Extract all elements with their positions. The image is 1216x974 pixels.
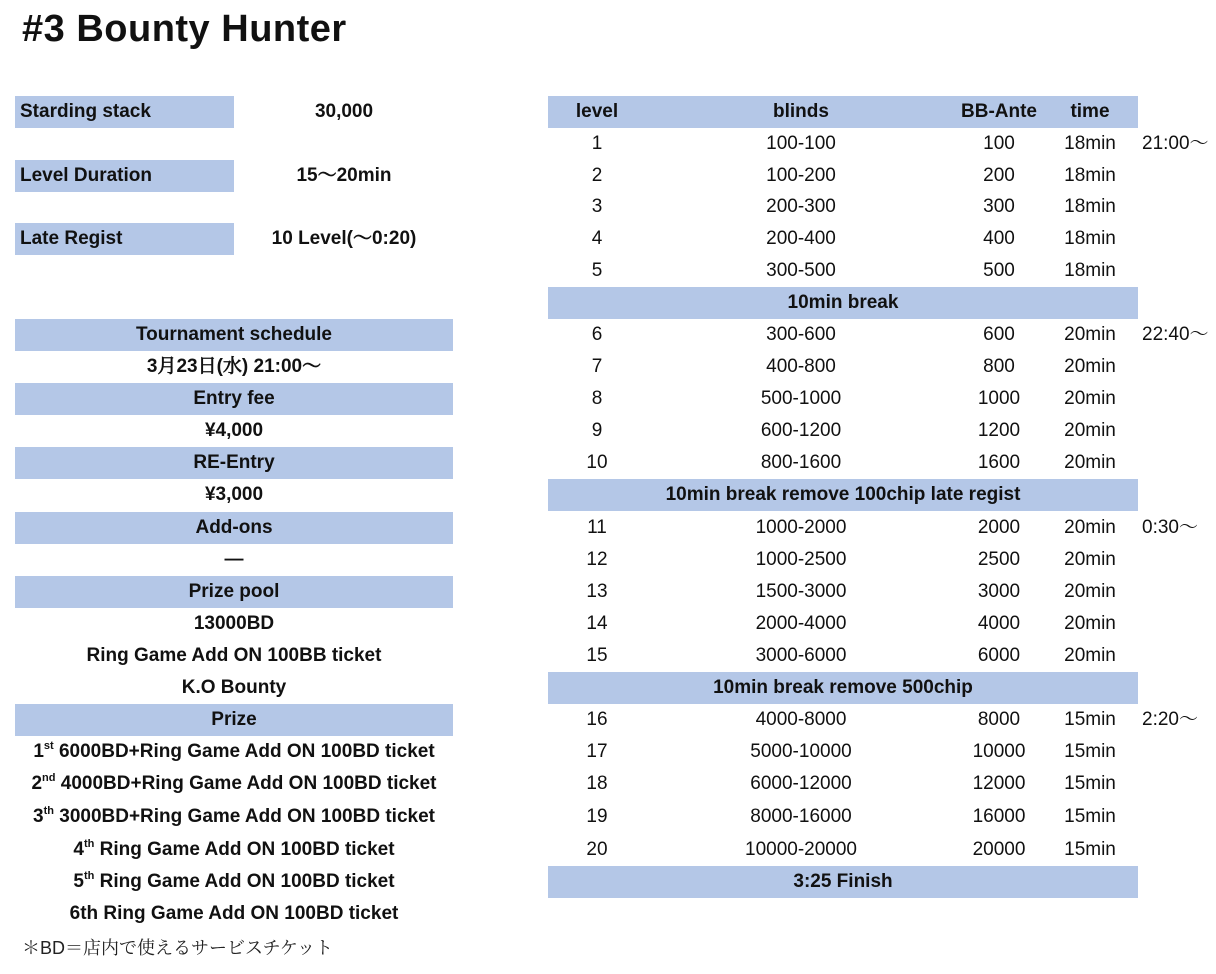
level-row: [548, 801, 1138, 833]
blinds-cell: 1000-2000: [755, 517, 847, 538]
level-cell: 10: [586, 452, 608, 473]
bb-ante-cell: 800: [983, 356, 1015, 377]
prize-row: [15, 866, 453, 898]
bb-ante-cell: 600: [983, 324, 1015, 345]
level-row: [548, 415, 1138, 447]
bb-ante-cell: 16000: [972, 806, 1026, 827]
blinds-cell: 3000-6000: [755, 645, 847, 666]
blinds-cell: 600-1200: [760, 420, 842, 441]
bb-ante-cell: 200: [983, 165, 1015, 186]
level-cell: 6: [591, 324, 603, 345]
time-cell: 20min: [1064, 581, 1116, 602]
prize-rank-suffix: th: [83, 870, 95, 882]
bb-ante-cell: 1600: [977, 452, 1021, 473]
time-cell: 18min: [1064, 260, 1116, 281]
prize-row: [15, 768, 453, 800]
level-cell: 15: [586, 645, 608, 666]
prize-rank-suffix: st: [43, 740, 54, 752]
bb-ante-cell: 1000: [977, 388, 1021, 409]
header-time: time: [1070, 101, 1110, 122]
prize-rank: 4: [73, 839, 84, 860]
level-cell: 19: [586, 806, 608, 827]
prize-text: Ring Game Add ON 100BD ticket: [94, 871, 395, 892]
addons-value: ―: [224, 549, 244, 570]
level-row: [548, 834, 1138, 866]
break-row: 10min break: [548, 287, 1138, 319]
blinds-cell: 8000-16000: [750, 806, 852, 827]
bb-ante-cell: 400: [983, 228, 1015, 249]
blinds-cell: 200-300: [766, 196, 836, 217]
blinds-cell: 300-500: [766, 260, 836, 281]
entry-fee-header: Entry fee: [15, 383, 453, 415]
bb-ante-cell: 20000: [972, 839, 1026, 860]
level-cell: 12: [586, 549, 608, 570]
time-cell: 18min: [1064, 165, 1116, 186]
level-row: [548, 128, 1138, 160]
level-row: [548, 447, 1138, 479]
time-cell: 15min: [1064, 839, 1116, 860]
bb-ante-cell: 500: [983, 260, 1015, 281]
level-cell: 20: [586, 839, 608, 860]
blinds-cell: 300-600: [766, 324, 836, 345]
level-row: [548, 768, 1138, 800]
time-cell: 18min: [1064, 133, 1116, 154]
level-cell: 9: [591, 420, 603, 441]
level-cell: 11: [587, 517, 607, 538]
prize-rank: 3: [33, 806, 44, 827]
level-cell: 2: [591, 165, 603, 186]
page-title: #3 Bounty Hunter: [22, 8, 347, 50]
level-row: [548, 223, 1138, 255]
level-cell: 13: [586, 581, 608, 602]
level-row: [548, 160, 1138, 192]
clock-time: 2:20～: [1142, 709, 1198, 730]
bb-ante-cell: 2000: [977, 517, 1021, 538]
bb-ante-cell: 2500: [977, 549, 1021, 570]
blinds-cell: 800-1600: [760, 452, 842, 473]
level-row: [548, 576, 1138, 608]
reentry-header: RE-Entry: [15, 447, 453, 479]
prize-rank: 2: [31, 773, 43, 794]
prize-row: [15, 898, 453, 930]
starting-stack-value: 30,000: [314, 101, 374, 122]
prize-text: Ring Game Add ON 100BD ticket: [98, 903, 399, 924]
prize-rank-suffix: th: [83, 838, 95, 850]
time-cell: 20min: [1064, 420, 1116, 441]
time-cell: 18min: [1064, 196, 1116, 217]
bb-ante-cell: 300: [983, 196, 1015, 217]
blinds-cell: 6000-12000: [750, 773, 852, 794]
blinds-cell: 1000-2500: [755, 549, 847, 570]
level-row: [548, 608, 1138, 640]
prize-row: [15, 801, 453, 833]
bb-ante-cell: 100: [983, 133, 1015, 154]
prize-text: 6000BD+Ring Game Add ON 100BD ticket: [53, 741, 435, 762]
level-cell: 14: [586, 613, 608, 634]
bb-ante-cell: 10000: [972, 741, 1026, 762]
tournament-schedule-header: Tournament schedule: [15, 319, 453, 351]
level-row: [548, 319, 1138, 351]
prize-text: 4000BD+Ring Game Add ON 100BD ticket: [55, 773, 437, 794]
level-row: [548, 255, 1138, 287]
prize-header: Prize: [15, 704, 453, 736]
level-row: [548, 544, 1138, 576]
footnote: ＊BD＝店内で使えるサービスチケット: [22, 938, 334, 958]
prize-pool-line: Ring Game Add ON 100BB ticket: [86, 645, 382, 666]
bb-ante-cell: 4000: [977, 613, 1021, 634]
clock-time: 21:00～: [1142, 133, 1209, 154]
level-cell: 3: [591, 196, 603, 217]
blinds-cell: 5000-10000: [750, 741, 852, 762]
level-cell: 7: [591, 356, 603, 377]
break-row: 3:25 Finish: [548, 866, 1138, 898]
clock-time: 22:40～: [1142, 324, 1209, 345]
prize-pool-line: 13000BD: [193, 613, 275, 634]
blinds-cell: 10000-20000: [745, 839, 857, 860]
blinds-cell: 400-800: [766, 356, 836, 377]
blinds-cell: 500-1000: [760, 388, 842, 409]
time-cell: 15min: [1064, 741, 1116, 762]
prize-rank: 5: [73, 871, 84, 892]
blinds-cell: 200-400: [766, 228, 836, 249]
time-cell: 20min: [1064, 388, 1116, 409]
level-cell: 1: [591, 133, 603, 154]
entry-fee-value: ¥4,000: [204, 420, 264, 441]
reentry-value: ¥3,000: [204, 484, 264, 505]
prize-text: 3000BD+Ring Game Add ON 100BD ticket: [53, 806, 435, 827]
level-row: [548, 512, 1138, 544]
level-cell: 16: [586, 709, 608, 730]
time-cell: 20min: [1064, 613, 1116, 634]
level-cell: 8: [591, 388, 603, 409]
time-cell: 20min: [1064, 517, 1116, 538]
header-level: level: [575, 101, 619, 122]
time-cell: 15min: [1064, 806, 1116, 827]
time-cell: 15min: [1064, 709, 1116, 730]
bb-ante-cell: 8000: [977, 709, 1021, 730]
level-cell: 4: [591, 228, 603, 249]
starting-stack-label: Starding stack: [15, 96, 234, 128]
blinds-table-header: [548, 96, 1138, 128]
prize-row: [15, 736, 453, 768]
prize-rank: 1: [33, 741, 44, 762]
time-cell: 15min: [1064, 773, 1116, 794]
level-duration-value: 15～20min: [296, 165, 392, 186]
blinds-cell: 1500-3000: [755, 581, 847, 602]
time-cell: 18min: [1064, 228, 1116, 249]
bb-ante-cell: 6000: [977, 645, 1021, 666]
header-bb-ante: BB-Ante: [961, 101, 1037, 122]
bb-ante-cell: 12000: [972, 773, 1026, 794]
level-cell: 17: [586, 741, 608, 762]
time-cell: 20min: [1064, 356, 1116, 377]
prize-rank: 6th: [69, 903, 99, 924]
time-cell: 20min: [1064, 452, 1116, 473]
prize-pool-line: K.O Bounty: [181, 677, 287, 698]
blinds-cell: 100-200: [766, 165, 836, 186]
level-row: [548, 704, 1138, 736]
late-regist-value: 10 Level(～0:20): [271, 228, 417, 249]
level-duration-label: Level Duration: [15, 160, 234, 192]
tournament-date: 3月23日(水) 21:00～: [146, 356, 322, 377]
level-row: [548, 383, 1138, 415]
prize-row: [15, 834, 453, 866]
time-cell: 20min: [1064, 324, 1116, 345]
prize-rank-suffix: th: [43, 805, 54, 817]
blinds-cell: 4000-8000: [755, 709, 847, 730]
blinds-cell: 2000-4000: [755, 613, 847, 634]
prize-text: Ring Game Add ON 100BD ticket: [94, 839, 395, 860]
prize-rank-suffix: nd: [42, 772, 56, 784]
time-cell: 20min: [1064, 645, 1116, 666]
blinds-cell: 100-100: [766, 133, 836, 154]
level-cell: 5: [591, 260, 603, 281]
bb-ante-cell: 3000: [977, 581, 1021, 602]
level-row: [548, 191, 1138, 223]
prize-pool-header: Prize pool: [15, 576, 453, 608]
break-row: 10min break remove 100chip late regist: [548, 479, 1138, 511]
clock-time: 0:30～: [1142, 517, 1198, 538]
time-cell: 20min: [1064, 549, 1116, 570]
header-blinds: blinds: [773, 101, 829, 122]
bb-ante-cell: 1200: [977, 420, 1021, 441]
late-regist-label: Late Regist: [15, 223, 234, 255]
break-row: 10min break remove 500chip: [548, 672, 1138, 704]
level-cell: 18: [586, 773, 608, 794]
level-row: [548, 736, 1138, 768]
level-row: [548, 640, 1138, 672]
addons-header: Add-ons: [15, 512, 453, 544]
level-row: [548, 351, 1138, 383]
